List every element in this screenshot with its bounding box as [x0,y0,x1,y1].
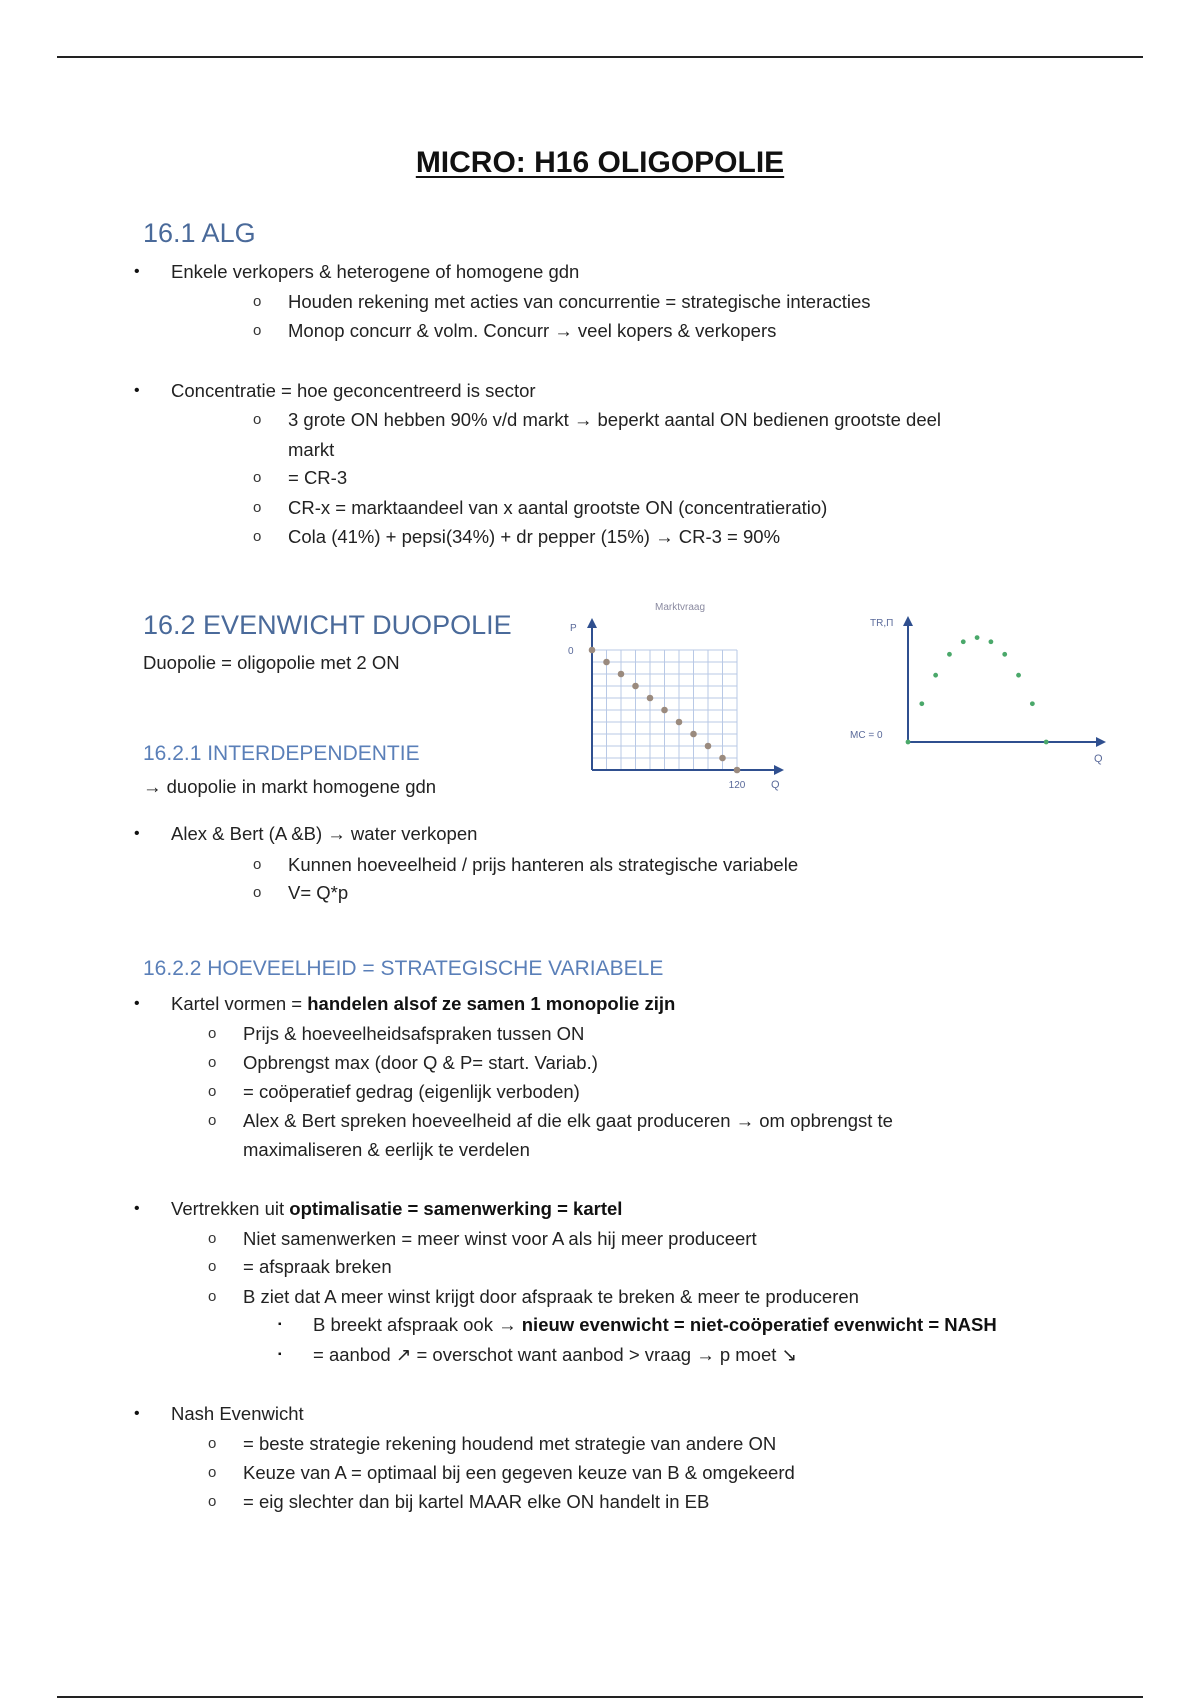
data-point [632,683,639,690]
chart2-xlabel: Q [1094,753,1103,765]
bold-run: nieuw evenwicht = niet-coöperatief evenwicht = NASH [521,1314,997,1335]
chart1-y-tick: 0 [568,646,574,657]
bullet-marker: • [134,1200,140,1217]
list-item: Enkele verkopers & heterogene of homogene gdn [171,261,580,282]
arrow-line: → duopolie in markt homogene gdn [143,776,437,797]
data-point [933,673,938,678]
list-item: Alex & Bert spreken hoeveelheid af die elk gaat produceren → om opbrengst te [243,1110,893,1131]
bullet-marker: • [134,263,140,280]
list-item: = beste strategie rekening houdend met strategie van andere ON [243,1433,777,1454]
list-item: Niet samenwerken = meer winst voor A als hij meer produceert [243,1228,757,1249]
text-run: Vertrekken uit [171,1198,290,1219]
data-point [661,707,668,714]
data-point [705,743,712,750]
sub-bullet-marker: o [208,1112,217,1129]
chart1-x-arrow [774,765,784,775]
data-point [1044,740,1049,745]
data-point [734,767,741,774]
subsub-bullet-marker: ▪ [278,1319,282,1330]
subsection-heading-16-2-1: 16.2.1 INTERDEPENDENTIE [143,742,420,765]
list-item: V= Q*p [288,882,349,903]
data-point [975,635,980,640]
sub-bullet-marker: o [253,293,262,310]
chart1-title: Marktvraag [654,602,706,613]
sub-bullet-marker: o [253,322,262,339]
list-item: Houden rekening met acties van concurrentie = strategische interacties [288,291,871,312]
demand-chart [550,598,800,808]
sub-bullet-marker: o [208,1025,217,1042]
sub-bullet-marker: o [253,856,262,873]
list-item: CR-x = marktaandeel van x aantal grootste ON (concentratieratio) [288,497,828,518]
chart1-x-tick: 120 [728,780,746,791]
list-item: Opbrengst max (door Q & P= start. Variab.) [243,1052,598,1073]
list-item [171,993,675,1015]
bold-run: optimalisatie = samenwerking = kartel [289,1198,623,1219]
sub-bullet-marker: o [253,469,262,486]
text-run: B breekt afspraak ook → [313,1314,522,1335]
list-item-continuation: maximaliseren & eerlijk te verdelen [243,1139,530,1160]
page-title: MICRO: H16 OLIGOPOLIE [415,146,785,179]
sub-bullet-marker: o [208,1464,217,1481]
data-point [947,652,952,657]
subsub-bullet-marker: ▪ [278,1349,282,1360]
list-item: Alex & Bert (A &B) → water verkopen [171,823,478,844]
data-point [961,639,966,644]
data-point [647,695,654,702]
bullet-marker: • [134,1405,140,1422]
list-item: Monop concurr & volm. Concurr → veel kopers & verkopers [288,320,777,341]
list-item: = coöperatief gedrag (eigenlijk verboden) [243,1081,580,1102]
data-point [1002,652,1007,657]
section-heading-16-1: 16.1 ALG [143,218,256,248]
top-rule [57,56,1143,58]
text-run: Kartel vormen = [171,993,308,1014]
bullet-marker: • [134,382,140,399]
chart2-x-arrow [1096,737,1106,747]
data-point [589,647,596,654]
chart2-baseline-label: MC = 0 [850,730,883,741]
sub-bullet-marker: o [208,1435,217,1452]
sub-bullet-marker: o [208,1083,217,1100]
section-heading-16-2: 16.2 EVENWICHT DUOPOLIE [143,610,512,640]
bold-run: handelen alsof ze samen 1 monopolie zijn [307,993,676,1014]
data-point [989,639,994,644]
section-intro: Duopolie = oligopolie met 2 ON [143,652,400,673]
list-item: Nash Evenwicht [171,1403,304,1424]
sub-bullet-marker: o [253,884,262,901]
sub-bullet-marker: o [208,1230,217,1247]
bullet-marker: • [134,825,140,842]
chart1-xlabel: Q [771,779,780,791]
data-point [690,731,697,738]
bullet-marker: • [134,995,140,1012]
list-item: B ziet dat A meer winst krijgt door afspraak te breken & meer te produceren [243,1286,859,1307]
chart2-ylabel: TR,Π [870,618,894,629]
list-item: Cola (41%) + pepsi(34%) + dr pepper (15%) → CR-3 = 90% [288,526,781,547]
sub-bullet-marker: o [208,1054,217,1071]
chart2-y-arrow [903,616,913,626]
list-item: Concentratie = hoe geconcentreerd is sector [171,380,536,401]
sub-bullet-marker: o [253,528,262,545]
revenue-chart [840,608,1110,778]
subsection-heading-16-2-2: 16.2.2 HOEVEELHEID = STRATEGISCHE VARIABELE [143,957,664,980]
sub-bullet-marker: o [253,411,262,428]
sub-bullet-marker: o [208,1493,217,1510]
list-item: = CR-3 [288,467,348,488]
list-item: = afspraak breken [243,1256,392,1277]
list-item: = eig slechter dan bij kartel MAAR elke ON handelt in EB [243,1491,710,1512]
sub-bullet-marker: o [208,1258,217,1275]
list-item: Kunnen hoeveelheid / prijs hanteren als strategische variabele [288,854,799,875]
chart1-ylabel: P [570,623,577,634]
list-item: Prijs & hoeveelheidsafspraken tussen ON [243,1023,585,1044]
list-item-continuation: markt [288,439,335,460]
list-item [313,1314,997,1336]
list-item [171,1198,622,1220]
data-point [719,755,726,762]
list-item: Keuze van A = optimaal bij een gegeven keuze van B & omgekeerd [243,1462,795,1483]
chart1-y-arrow [587,618,597,628]
data-point [618,671,625,678]
bottom-rule [57,1696,1143,1698]
data-point [1016,673,1021,678]
data-point [603,659,610,666]
sub-bullet-marker: o [208,1288,217,1305]
data-point [919,701,924,706]
data-point [1030,701,1035,706]
data-point [676,719,683,726]
data-point [906,740,911,745]
list-item: = aanbod ↗ = overschot want aanbod > vraag → p moet ↘ [313,1344,798,1365]
list-item: 3 grote ON hebben 90% v/d markt → beperkt aantal ON bedienen grootste deel [288,409,942,430]
sub-bullet-marker: o [253,499,262,516]
